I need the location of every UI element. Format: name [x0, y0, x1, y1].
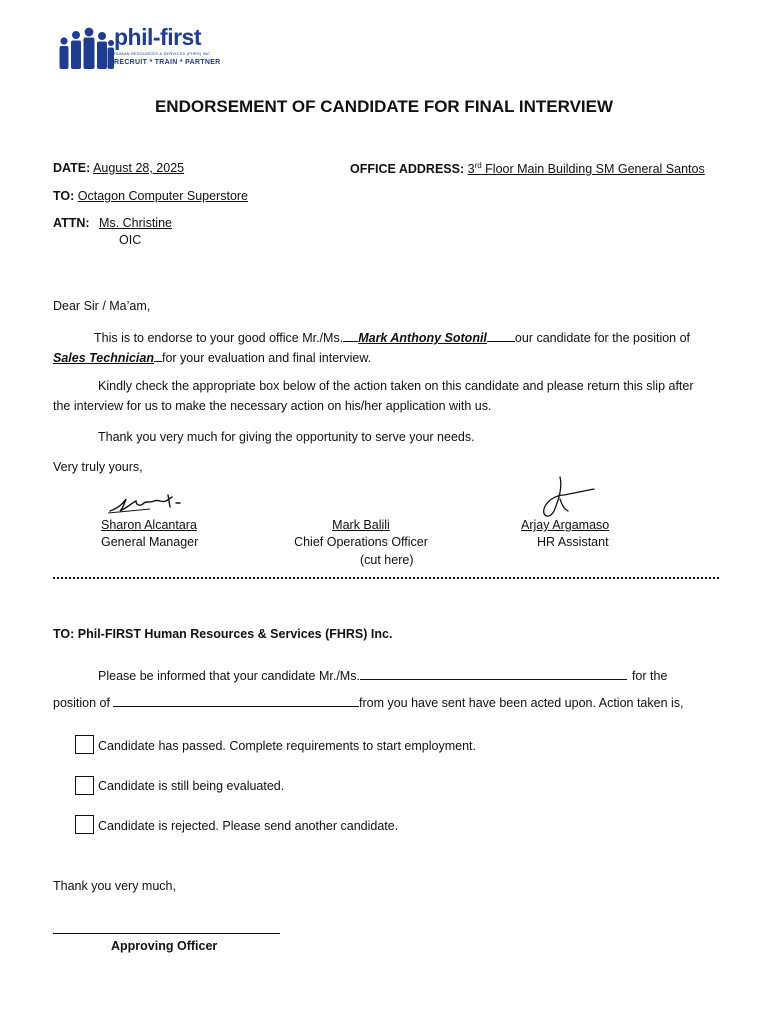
endorsement-line — [94, 329, 690, 345]
checkbox-rejected[interactable] — [75, 815, 94, 834]
to-label: TO: — [53, 189, 75, 203]
document-title: ENDORSEMENT OF CANDIDATE FOR FINAL INTERVIEW — [154, 97, 614, 116]
candidate-name: Mark Anthony Sotonil — [358, 331, 487, 345]
endorsement-text: This is to endorse to your good office Mr./Ms. — [94, 331, 344, 345]
to-value: Octagon Computer Superstore — [77, 189, 249, 203]
attn-field — [53, 216, 172, 230]
position-blank[interactable] — [113, 694, 359, 707]
to-field — [53, 189, 248, 203]
office-address-field — [350, 161, 705, 176]
slip-thanks: Thank you very much, — [53, 879, 176, 893]
instructions-line-2: the interview for us to make the necessary action on his/her application with us. — [53, 399, 492, 413]
salutation: Dear Sir / Ma’am, — [53, 299, 151, 313]
signatory-3 — [521, 518, 609, 549]
signatory-title: HR Assistant — [537, 535, 609, 549]
slip-line-1-text: Please be informed that your candidate Mr./Ms. — [98, 669, 360, 683]
thank-you-paragraph: Thank you very much for giving the opportunity to serve your needs. — [98, 430, 475, 444]
option-rejected: Candidate is rejected. Please send another candidate. — [98, 819, 399, 833]
slip-recipient: TO: Phil-FIRST Human Resources & Services (FHRS) Inc. — [53, 627, 393, 641]
signatory-name: Arjay Argamaso — [521, 518, 610, 532]
position-line-text: for your evaluation and final interview. — [161, 351, 372, 365]
option-passed: Candidate has passed. Complete requirements to start employment. — [98, 739, 476, 753]
slip-line-2-text: position of — [53, 696, 110, 710]
position-line — [53, 349, 371, 365]
logo-subtext: HUMAN RESOURCES & SERVICES (FHRS) INC — [114, 51, 211, 56]
option-evaluating: Candidate is still being evaluated. — [98, 779, 285, 793]
signatory-1 — [101, 518, 198, 549]
signatory-2 — [293, 518, 429, 549]
signatory-title: General Manager — [101, 535, 199, 549]
people-group-icon — [56, 26, 114, 72]
checkbox-evaluating[interactable] — [75, 776, 94, 795]
attn-title: OIC — [119, 233, 142, 247]
office-address-value: 3rd Floor Main Building SM General Santos — [467, 161, 705, 177]
slip-line-1-end: for the — [631, 669, 668, 683]
signatory-title: Chief Operations Officer — [294, 535, 428, 549]
logo-tagline: RECRUIT * TRAIN * PARTNER — [114, 59, 221, 66]
slip-line-1 — [98, 667, 667, 683]
attn-value: Ms. Christine — [99, 216, 172, 230]
approver-label: Approving Officer — [111, 939, 218, 953]
date-label: DATE: — [53, 161, 91, 175]
signature-sharon — [106, 493, 186, 517]
date-value: August 28, 2025 — [93, 161, 185, 175]
closing: Very truly yours, — [53, 460, 143, 474]
position-name: Sales Technician — [53, 351, 154, 365]
signature-arjay — [520, 475, 600, 523]
attn-label: ATTN: — [53, 216, 90, 230]
endorsement-text-post: our candidate for the position of — [514, 331, 691, 345]
office-address-label: OFFICE ADDRESS: — [350, 162, 465, 177]
slip-line-2 — [53, 694, 684, 710]
signatory-name: Sharon Alcantara — [101, 518, 197, 532]
approver-signature-line[interactable] — [53, 933, 280, 934]
signatory-name: Mark Balili — [332, 518, 390, 532]
company-logo — [56, 26, 226, 72]
date-field — [53, 161, 184, 175]
logo-wordmark: phil-first — [114, 24, 201, 50]
cut-here-label: (cut here) — [360, 553, 414, 567]
slip-line-2-end: from you have sent have been acted upon. Action taken is, — [358, 696, 684, 710]
cut-line-divider — [53, 577, 719, 579]
candidate-name-blank[interactable] — [360, 667, 627, 680]
checkbox-passed[interactable] — [75, 735, 94, 754]
instructions-line-1: Kindly check the appropriate box below of the action taken on this candidate and please return this slip after — [98, 379, 694, 393]
